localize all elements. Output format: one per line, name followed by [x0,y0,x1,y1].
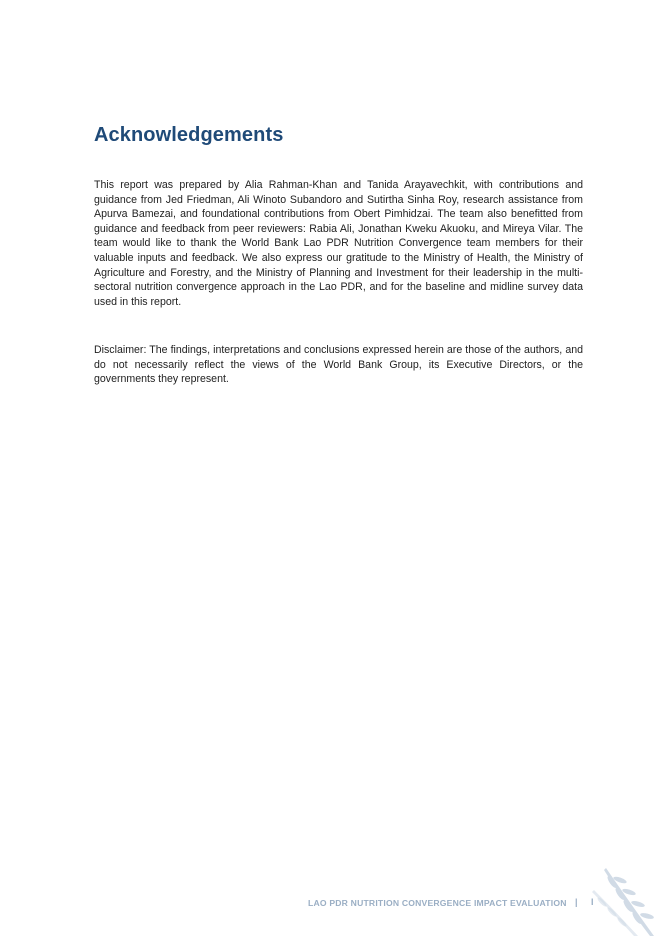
wheat-leaf-icon [590,862,662,936]
disclaimer-paragraph: Disclaimer: The findings, interpretations and conclusions expressed herein are those of the authors, and do not necessarily reflect the views of the World Bank Group, its Executive Directors, or the governments they represent. [94,344,583,386]
page-title: Acknowledgements [94,124,284,146]
acknowledgement-paragraph: This report was prepared by Alia Rahman-Khan and Tanida Arayavechkit, with contributions and guidance from Jed Friedman, Ali Winoto Subandoro and Sutirtha Sinha Roy, research assistance from Apurva Bamezai, and foundational contributions from Obert Pimhidzai. The team also benefitted from guidance and feedback from peer reviewers: Rabia Ali, Jonathan Kweku Akuoku, and Mireya Vilar. The team would like to thank the World Bank Lao PDR Nutrition Convergence team members for their valuable inputs and feedback. We also express our gratitude to the Ministry of Health, the Ministry of Agriculture and Forestry, and the Ministry of Planning and Investment for their leadership in the multi-sectoral nutrition convergence approach in the Lao PDR, and for the baseline and midline survey data used in this report. [94,179,583,308]
footer-running-title: LAO PDR NUTRITION CONVERGENCE IMPACT EVALUATION [308,898,567,908]
footer-separator: | [575,897,578,907]
page-number: I [591,897,594,907]
